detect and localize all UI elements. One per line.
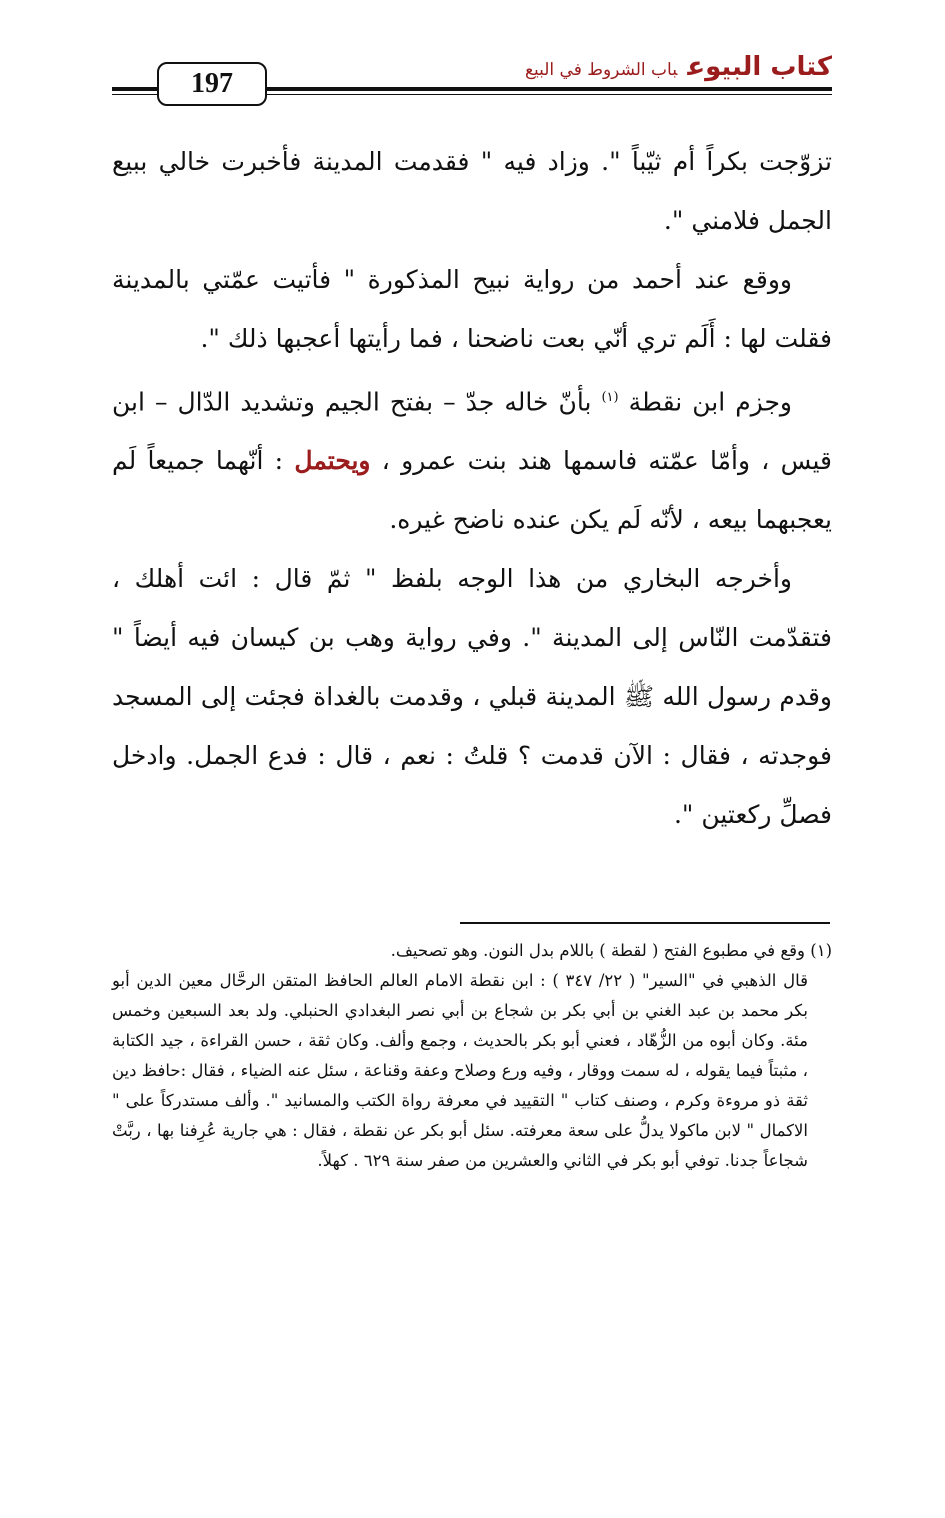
book-title: كتاب البيوع	[687, 52, 832, 82]
footnotes	[112, 936, 832, 1176]
paragraph-4: وأخرجه البخاري من هذا الوجه بلفظ " ثمّ قال : ائت أهلك ، فتقدّمت النّاس إلى المدينة ". وفي رواية وهب بن كيسان فيه أيضاً " وقدم رسول الله ﷺ المدينة قبلي ، وقدمت بالغداة فجئت إلى المسجد فوجدته ، فقال : الآن قدمت ؟ قلتُ : نعم ، قال : فدع الجمل. وادخل فصلِّ ركعتين ".	[112, 564, 832, 830]
footnote-1: (١) وقع في مطبوع الفتح ( لقطة ) باللام بدل النون. وهو تصحيف.	[390, 941, 832, 960]
paragraph-3-middle: بأنّ خاله جدّ – بفتح الجيم وتشديد الدّال – ابن قيس ، وأمّا عمّته فاسمها هند بنت عمرو ،	[112, 387, 833, 476]
paragraph-2: ووقع عند أحمد من رواية نبيح المذكورة " فأتيت عمّتي بالمدينة فقلت لها : أَلَم تري أنّي بعت ناضحنا ، فما رأيتها أعجبها ذلك ".	[112, 265, 832, 353]
paragraph-3	[112, 368, 832, 549]
footnote-1-continuation: قال الذهبي في "السير" ( ٢٢/ ٣٤٧ ) : ابن نقطة الامام العالم الحافظ المتقن الرحَّال معين الدين أبو بكر محمد بن عبد الغني بن أبي بكر بن شجاع بن أبي نصر البغدادي الحنبلي. ولد بعد السبعين وخمس مئة. وكان أبوه من الزُّهّاد ، فعني أبو بكر بالحديث ، وجمع وألف. وكان ثقة ، حسن القراءة ، جيد الكتابة ، مثبتاً فيما يقوله ، له سمت ووقار ، وفيه ورع وصلاح وعفة وقناعة ، سئل عنه الضياء ، فقال :حافظ دين ثقة ذو مروءة وكرم ، وصنف كتاب " التقييد في معرفة رواة الكتب والمسانيد ". وألف مستدركاً على " الاكمال " لابن ماكولا يدلُّ على سعة معرفته. سئل أبو بكر عن نقطة ، فقال : هي جارية عُرِفنا بها ، ربَّتْ شجاعاً جدنا. توفي أبو بكر في الثاني والعشرين من صفر سنة ٦٢٩ . كهلاً.	[112, 971, 808, 1170]
paragraph-3-end: : أنّهما جميعاً لَم يعجبهما بيعه ، لأنّه لَم يكن عنده ناضح غيره.	[112, 446, 832, 535]
footnote-marker: (١)	[601, 390, 619, 405]
page-header	[112, 50, 832, 112]
running-title	[525, 52, 832, 82]
highlighted-word: ويحتمل	[294, 446, 371, 476]
footnote-separator	[460, 922, 830, 924]
paragraph-3-start: وجزم ابن نقطة	[628, 387, 792, 417]
page-number: 197	[157, 62, 267, 106]
main-text	[112, 132, 832, 844]
paragraph-1: تزوّجت بكراً أم ثيّباً ". وزاد فيه " فقدمت المدينة فأخبرت خالي ببيع الجمل فلامني ".	[112, 147, 832, 235]
chapter-title: باب الشروط في البيع	[524, 60, 678, 80]
